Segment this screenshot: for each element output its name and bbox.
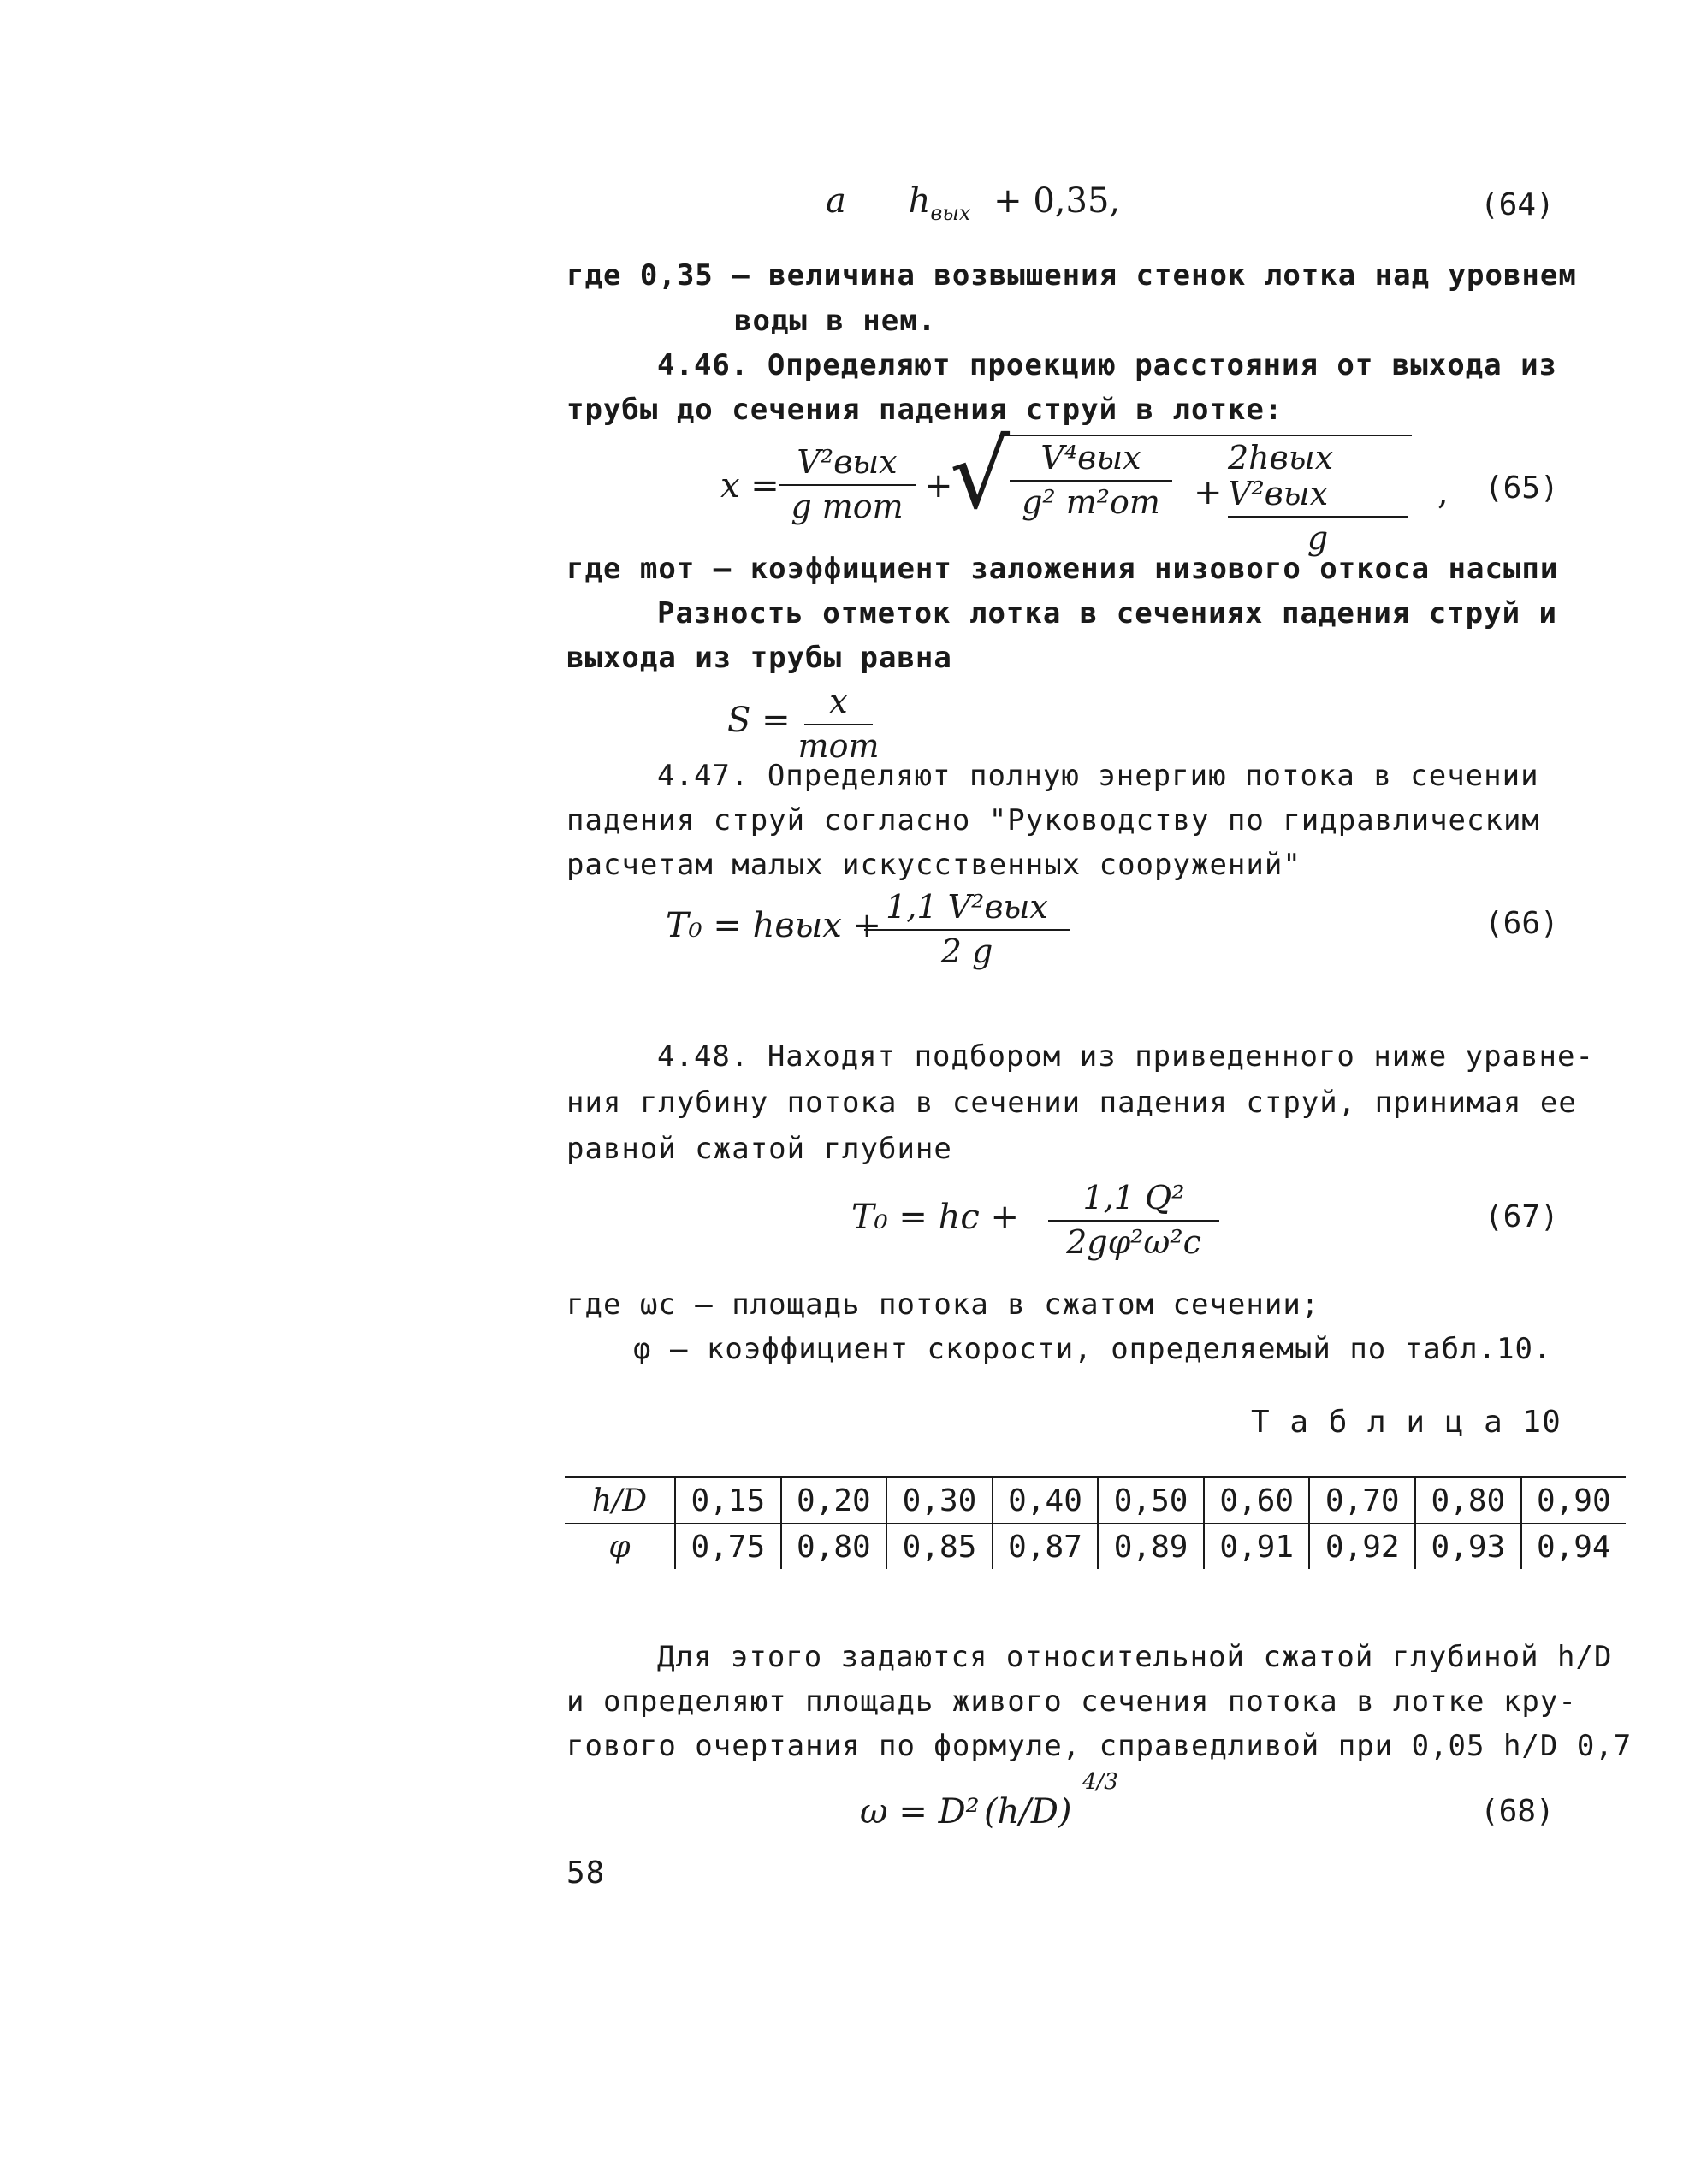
table-cell: 0,75	[675, 1524, 781, 1569]
table-cell: 0,87	[993, 1524, 1099, 1569]
table-row-hd	[565, 1477, 1626, 1524]
p2-line2: трубы до сечения падения струй в лотке:	[566, 393, 1283, 427]
eq67-den: 2gφ²ω²с	[1066, 1222, 1201, 1261]
eq65-number: (65)	[1485, 471, 1559, 506]
eq67-num-top: 1,1 Q²	[1082, 1179, 1185, 1216]
eq65-fraction-1	[779, 445, 916, 525]
eqS-lhs: S =	[727, 701, 791, 740]
eq65-f2-den: g² m²от	[1022, 482, 1160, 521]
p4-line2: падения струй согласно "Руководству по гидравлическим	[566, 803, 1540, 837]
table-cell: 0,80	[1415, 1477, 1521, 1524]
p7-line3: гового очертания по формуле, справедливой при 0,05 h/D 0,7	[566, 1729, 1633, 1763]
eq64-lhs: a	[826, 181, 846, 221]
table-cell: 0,90	[1521, 1477, 1626, 1524]
eq67-fraction	[1048, 1181, 1219, 1261]
eq66-den: 2 g	[940, 932, 993, 970]
eq65-fraction-2	[1010, 441, 1172, 521]
eq65-comma: ,	[1437, 473, 1449, 512]
table-10	[565, 1476, 1626, 1569]
p2-line1: 4.46. Определяют проекцию расстояния от выхода из	[657, 348, 1558, 382]
eqS-fraction	[797, 683, 880, 765]
p1-line2: воды в нем.	[734, 304, 937, 338]
eq64-rhs-main: h	[908, 181, 931, 221]
eq66-lhs: T₀ = hвых +	[666, 906, 882, 945]
eq68-exponent: 4/3	[1082, 1769, 1118, 1795]
eqS-den: mот	[797, 726, 880, 765]
p7-line2: и определяют площадь живого сечения потока в лотке кру-	[566, 1684, 1577, 1719]
table-row-phi-label: φ	[565, 1524, 675, 1569]
eq64-rhs-sub: вых	[930, 201, 971, 225]
eq65-fraction-3	[1228, 441, 1408, 556]
eq65-plus-1: +	[924, 466, 953, 506]
p1-line1: где 0,35 – величина возвышения стенок лотка над уровнем	[566, 258, 1577, 293]
eq66-number: (66)	[1485, 906, 1559, 941]
eqS-num: x	[829, 683, 848, 720]
table-cell: 0,40	[993, 1477, 1099, 1524]
eq66-num-top: 1,1 V²вых	[886, 888, 1048, 926]
eq65-sqrt-overline	[1001, 435, 1412, 436]
p3-line2: Разность отметок лотка в сечениях падения струй и	[657, 596, 1558, 630]
eq65-f2-num: V⁴вых	[1040, 439, 1141, 476]
eq65-sqrt-icon: √	[950, 420, 1011, 530]
eq68-paren: (h/D)	[984, 1792, 1072, 1832]
eq64-number: (64)	[1480, 187, 1555, 222]
eq67-lhs: T₀ = hс +	[851, 1198, 1020, 1237]
eq67-number: (67)	[1485, 1199, 1559, 1234]
table-cell: 0,94	[1521, 1524, 1626, 1569]
page-number: 58	[566, 1856, 606, 1891]
table-cell: 0,89	[1098, 1524, 1204, 1569]
p6-line1: где ωс – площадь потока в сжатом сечении;	[566, 1287, 1320, 1322]
table-row-phi	[565, 1524, 1626, 1569]
table-cell: 0,70	[1309, 1477, 1415, 1524]
table-cell: 0,60	[1204, 1477, 1310, 1524]
p3-line3: выхода из трубы равна	[566, 641, 952, 675]
eq65-f1-den: g mот	[791, 487, 904, 525]
p5-line1: 4.48. Находят подбором из приведенного ниже уравне-	[657, 1039, 1594, 1074]
eq65-f1-num: V²вых	[797, 443, 898, 481]
table-cell: 0,15	[675, 1477, 781, 1524]
p3-line1: где mот – коэффициент заложения низового откоса насыпи	[566, 552, 1559, 586]
p6-line2: φ – коэффициент скорости, определяемый по табл.10.	[633, 1332, 1552, 1366]
table-cell: 0,30	[886, 1477, 993, 1524]
table-cell: 0,93	[1415, 1524, 1521, 1569]
table-cell: 0,91	[1204, 1524, 1310, 1569]
eq68-lhs: ω = D²	[860, 1792, 980, 1832]
eq68-number: (68)	[1480, 1794, 1555, 1829]
p5-line3: равной сжатой глубине	[566, 1132, 952, 1166]
p5-line2: ния глубину потока в сечении падения струй, принимая ее	[566, 1086, 1577, 1120]
eq65-f3-num: 2hвых V²вых	[1228, 439, 1334, 512]
table-cell: 0,85	[886, 1524, 993, 1569]
p7-line1: Для этого задаются относительной сжатой глубиной h/D	[657, 1640, 1613, 1674]
table-cell: 0,50	[1098, 1477, 1204, 1524]
eq65-plus-2: +	[1194, 473, 1223, 512]
eq64-formula	[826, 181, 1121, 225]
table-cell: 0,20	[781, 1477, 887, 1524]
eq65-lhs: x =	[720, 466, 779, 506]
table-row-hd-label: h/D	[565, 1477, 675, 1524]
table-title: Т а б л и ц а 10	[1251, 1405, 1562, 1440]
p4-line3: расчетам малых искусственных сооружений"	[566, 848, 1301, 882]
table-cell: 0,92	[1309, 1524, 1415, 1569]
table-cell: 0,80	[781, 1524, 887, 1569]
eq64-rhs-tail: + 0,35,	[993, 181, 1121, 221]
eq65-f3-den: g	[1307, 518, 1329, 557]
eq66-fraction	[864, 890, 1070, 970]
p4-line1: 4.47. Определяют полную энергию потока в сечении	[657, 759, 1539, 793]
